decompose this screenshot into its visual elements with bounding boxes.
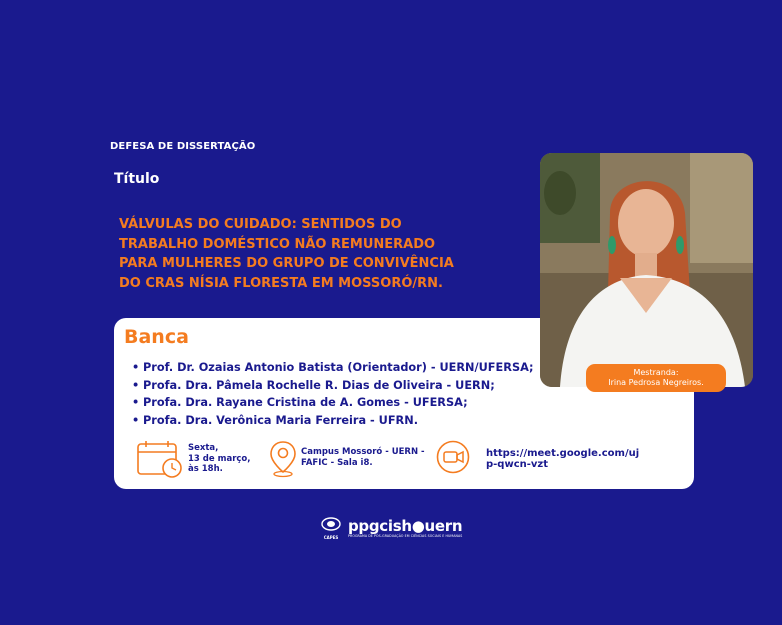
location-pin-icon bbox=[269, 440, 297, 482]
list-item: • Profa. Dra. Rayane Cristina de A. Gomes - UFERSA; bbox=[132, 396, 468, 409]
caption-role: Mestranda: bbox=[633, 368, 679, 377]
list-item: • Profa. Dra. Verônica Maria Ferreira - UFRN. bbox=[132, 413, 419, 427]
meeting-link[interactable]: https://meet.google.com/uj p-qwcn-vzt bbox=[486, 448, 640, 470]
footer-logos bbox=[320, 516, 462, 540]
program-name: ppgcish●uern bbox=[348, 517, 463, 535]
program-subtitle: PROGRAMA DE PÓS-GRADUAÇÃO EM CIÊNCIAS SOCIAIS E HUMANAS bbox=[348, 534, 463, 538]
capes-logo-icon: CAPES bbox=[320, 516, 342, 540]
location-info bbox=[269, 440, 425, 482]
meeting-link-info bbox=[436, 440, 639, 478]
section-title: Título bbox=[114, 171, 160, 187]
candidate-caption bbox=[586, 364, 726, 392]
location-text: Campus Mossoró - UERN - FAFIC - Sala i8. bbox=[301, 447, 425, 468]
banca-members-list bbox=[132, 359, 534, 429]
banca-title: Banca bbox=[124, 326, 189, 348]
list-item: • Prof. Dr. Ozaias Antonio Batista (Orientador) - UERN/UFERSA; bbox=[132, 361, 534, 374]
video-camera-icon bbox=[436, 440, 470, 478]
program-logo bbox=[348, 518, 462, 538]
thesis-title: VÁLVULAS DO CUIDADO: SENTIDOS DO TRABALHO DOMÉSTICO NÃO REMUNERADO PARA MULHERES DO GRUPO DE CONVIVÊNCIA DO CRAS NÍSIA FLORESTA EM MOSSORÓ/RN. bbox=[119, 217, 454, 291]
date-text: Sexta, 13 de março, às 18h. bbox=[188, 443, 251, 474]
caption-name: Irina Pedrosa Negreiros. bbox=[608, 378, 704, 387]
list-item: • Profa. Dra. Pâmela Rochelle R. Dias de Oliveira - UERN; bbox=[132, 378, 495, 392]
calendar-clock-icon bbox=[136, 440, 184, 484]
candidate-photo bbox=[540, 153, 753, 387]
date-info bbox=[136, 440, 251, 484]
event-type-label: DEFESA DE DISSERTAÇÃO bbox=[110, 141, 256, 152]
